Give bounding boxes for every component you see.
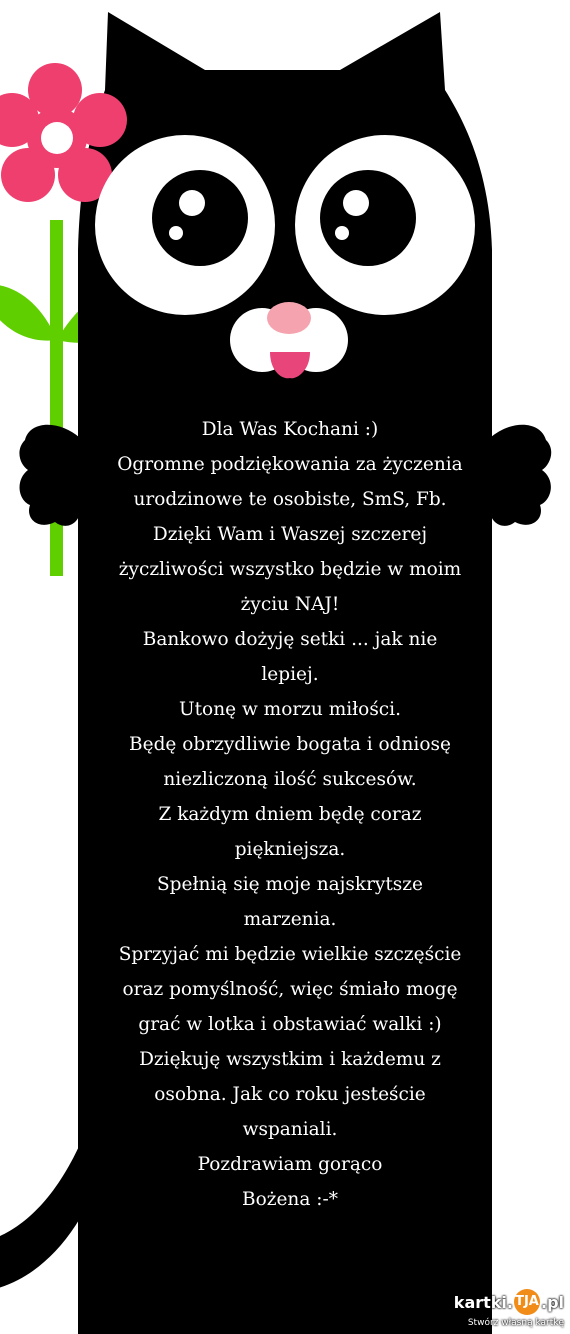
cat-nose [267,302,311,334]
message-line: Pozdrawiam gorąco [197,1154,383,1175]
message-line: Dziękuję wszystkim i każdemu z [139,1049,441,1070]
cat-eye-right [295,135,475,315]
cat-paw-right [490,425,551,526]
logo-tagline: Stwórz własną kartkę [467,1318,564,1328]
message-line: marzenia. [243,909,337,930]
message-line: Z każdym dniem będę coraz [158,804,422,825]
greeting-message [105,412,475,1217]
message-line: urodzinowe te osobiste, SmS, Fb. [133,489,447,510]
message-line: Będę obrzydliwie bogata i odniosę [129,734,451,755]
message-line: Ogromne podziękowania za życzenia [117,454,463,475]
logo-domain-text: .pl [540,1292,564,1312]
message-line: Utonę w morzu miłości. [179,699,401,720]
cat-muzzle [230,302,348,378]
logo-brand [448,1288,564,1316]
message-line: wspaniali. [242,1119,338,1140]
message-line: życzliwości wszystko będzie w moim [118,559,462,580]
message-line: Sprzyjać mi będzie wielkie szczęście [118,944,462,965]
message-line: Dla Was Kochani :) [201,419,379,440]
message-line: grać w lotka i obstawiać walki :) [138,1014,442,1035]
message-line: Bożena :-* [242,1189,338,1210]
message-line: oraz pomyślność, więc śmiało mogę [122,979,458,1000]
cat-paw-left [19,425,80,526]
cat-eye-left [95,135,275,315]
logo-brand-text: kartki. [453,1292,513,1312]
message-line: niezliczoną ilość sukcesów. [163,769,417,790]
message-line: osobna. Jak co roku jesteście [154,1084,426,1105]
message-line: Bankowo dożyję setki ... jak nie [142,629,438,650]
message-line: Dzięki Wam i Waszej szczerej [152,524,428,545]
flower-leaf-left [0,284,57,340]
logo-badge-icon: TJA [514,1289,540,1315]
message-line: piękniejsza. [234,839,346,860]
message-line: Spełnią się moje najskrytsze [157,874,423,895]
message-line: lepiej. [261,664,319,685]
site-logo[interactable] [448,1288,564,1330]
message-line: życiu NAJ! [240,594,340,615]
